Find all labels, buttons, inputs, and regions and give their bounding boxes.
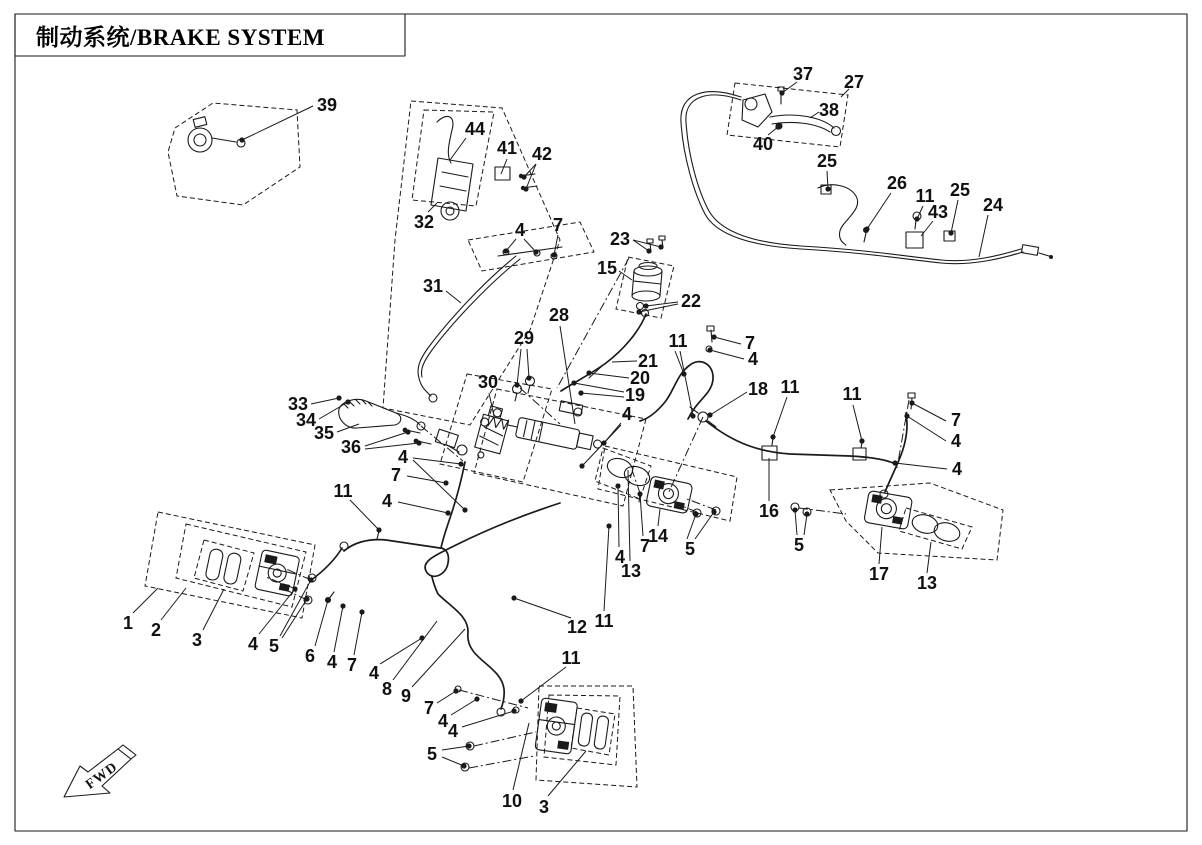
- page-title: 制动系统/BRAKE SYSTEM: [36, 25, 326, 50]
- part-number-label: 12: [566, 617, 588, 637]
- leader-line: [428, 203, 437, 212]
- part-number-label: 4: [437, 711, 449, 731]
- fastener-dot: [636, 309, 641, 314]
- page-border: [15, 14, 1187, 831]
- part-number-label: 7: [639, 536, 651, 556]
- part-number-label: 7: [552, 215, 564, 235]
- bottom-caliper-group: [455, 686, 637, 787]
- leader-line: [680, 351, 693, 416]
- fastener-dot: [511, 708, 516, 713]
- fwd-label: FWD: [83, 759, 121, 793]
- part-number-label: 37: [792, 64, 814, 84]
- part-number-label: 10: [501, 791, 523, 811]
- fastener-dot: [445, 510, 450, 515]
- fastener-dot: [615, 483, 620, 488]
- fastener-dot: [304, 596, 309, 601]
- fastener-dot: [416, 440, 421, 445]
- leader-line: [527, 349, 529, 378]
- leader-line: [912, 403, 946, 421]
- handlebar-clamp-39: [168, 103, 300, 205]
- part-number-label: 4: [381, 491, 393, 511]
- fastener-dot: [458, 461, 463, 466]
- part-number-label: 30: [477, 372, 499, 392]
- fastener-dot: [804, 511, 809, 516]
- part-number-label: 11: [780, 377, 800, 397]
- part-number-label: 5: [268, 636, 280, 656]
- leader-line: [895, 463, 947, 469]
- part-number-label: 8: [381, 679, 393, 699]
- part-number-label: 11: [561, 648, 581, 668]
- leader-line: [203, 589, 224, 630]
- right-caliper-group: [791, 483, 1003, 560]
- leader-line: [589, 373, 629, 378]
- leader-line: [710, 350, 744, 359]
- leader-line: [979, 215, 988, 257]
- fastener-dot: [948, 230, 953, 235]
- fastener-dot: [579, 463, 584, 468]
- leader-line: [462, 711, 514, 727]
- part-number-label: 41: [496, 138, 518, 158]
- part-number-label: 1: [122, 613, 134, 633]
- fastener-dot: [461, 763, 466, 768]
- leader-line: [398, 502, 448, 513]
- part-number-label: 39: [316, 95, 338, 115]
- fastener-dot: [637, 491, 642, 496]
- part-number-label: 5: [793, 535, 805, 555]
- part-number-label: 4: [368, 663, 380, 683]
- part-number-label: 4: [397, 447, 409, 467]
- part-number-label: 14: [647, 526, 669, 546]
- leader-line: [407, 476, 446, 483]
- leader-line: [804, 514, 807, 535]
- fastener-dot: [707, 347, 712, 352]
- fastener-dot: [518, 698, 523, 703]
- part-number-label: 7: [346, 655, 358, 675]
- fastener-dot: [551, 252, 556, 257]
- part-number-label: 43: [927, 202, 949, 222]
- part-number-label: 21: [637, 351, 659, 371]
- part-number-label: 4: [247, 634, 259, 654]
- leader-line: [450, 138, 466, 160]
- part-number-label: 25: [816, 151, 838, 171]
- fastener-dot: [586, 370, 591, 375]
- fastener-dot: [646, 248, 651, 253]
- fastener-dot: [864, 226, 869, 231]
- leader-line: [695, 512, 714, 539]
- leader-line: [365, 443, 419, 449]
- part-number-label: 44: [464, 119, 486, 139]
- leader-line: [451, 699, 477, 715]
- leader-line: [773, 397, 787, 437]
- fastener-dot: [325, 597, 330, 602]
- leader-line: [921, 221, 933, 236]
- part-number-label: 25: [949, 180, 971, 200]
- leader-line: [853, 405, 862, 441]
- fastener-dot: [345, 399, 350, 404]
- part-number-label: 35: [313, 423, 335, 443]
- part-number-label: 7: [744, 333, 756, 353]
- leader-line: [315, 600, 328, 646]
- part-number-label: 18: [747, 379, 769, 399]
- part-number-label: 7: [950, 410, 962, 430]
- leader-line: [867, 193, 891, 229]
- fastener-dot: [658, 244, 663, 249]
- fastener-dot: [292, 586, 297, 591]
- fastener-dot: [376, 527, 381, 532]
- part-number-label: 31: [422, 276, 444, 296]
- fastener-dot: [792, 507, 797, 512]
- leader-line: [710, 392, 747, 415]
- leader-line: [242, 106, 313, 140]
- part-number-label: 9: [400, 686, 412, 706]
- leader-line: [161, 588, 186, 620]
- part-number-label: 23: [609, 229, 631, 249]
- part-number-label: 5: [426, 744, 438, 764]
- part-number-label: 4: [514, 220, 526, 240]
- fastener-dot: [859, 438, 864, 443]
- fastener-dot: [511, 595, 516, 600]
- leader-line: [619, 271, 632, 280]
- fastener-dot: [914, 216, 919, 221]
- part-number-label: 22: [680, 291, 702, 311]
- leader-line: [879, 527, 882, 564]
- fastener-dot: [904, 413, 909, 418]
- part-number-label: 28: [548, 305, 570, 325]
- part-number-label: 11: [594, 611, 614, 631]
- part-number-label: 11: [842, 384, 862, 404]
- part-number-label: 33: [287, 394, 309, 414]
- callouts-layer: [123, 64, 1003, 817]
- fastener-dot: [779, 90, 784, 95]
- part-number-label: 7: [390, 465, 402, 485]
- leader-line: [582, 425, 621, 466]
- fastener-dot: [503, 248, 508, 253]
- part-number-label: 11: [915, 186, 935, 206]
- part-number-label: 4: [326, 652, 338, 672]
- leader-line: [442, 757, 464, 766]
- part-number-label: 16: [758, 501, 780, 521]
- fastener-dot: [526, 375, 531, 380]
- fastener-dot: [578, 390, 583, 395]
- leader-line: [354, 612, 362, 655]
- part-number-label: 36: [340, 437, 362, 457]
- part-number-label: 3: [191, 630, 203, 650]
- leader-line: [446, 291, 461, 303]
- fastener-dot: [693, 511, 698, 516]
- leader-line: [687, 514, 696, 539]
- fastener-dot: [711, 334, 716, 339]
- leader-line: [437, 691, 456, 703]
- leader-line: [259, 589, 295, 634]
- part-number-label: 4: [950, 431, 962, 451]
- leader-line: [810, 112, 819, 118]
- fastener-dot: [453, 688, 458, 693]
- leader-line: [827, 171, 828, 189]
- fastener-dot: [514, 382, 519, 387]
- leader-line: [442, 746, 469, 750]
- part-number-label: 40: [752, 134, 774, 154]
- leader-line: [350, 500, 379, 530]
- leader-line: [618, 486, 619, 547]
- leader-line: [907, 416, 946, 441]
- part-number-label: 5: [684, 539, 696, 559]
- leader-line: [524, 239, 536, 252]
- part-number-label: 42: [531, 144, 553, 164]
- part-number-label: 26: [886, 173, 908, 193]
- fastener-dot: [770, 434, 775, 439]
- part-number-label: 11: [668, 331, 688, 351]
- leader-line: [393, 621, 437, 680]
- part-number-label: 7: [423, 698, 435, 718]
- part-number-label: 24: [982, 195, 1004, 215]
- part-number-label: 27: [843, 72, 865, 92]
- leader-line: [514, 598, 571, 618]
- part-number-label: 4: [951, 459, 963, 479]
- leader-line: [334, 606, 343, 652]
- fastener-dot: [466, 743, 471, 748]
- fastener-dot: [523, 186, 528, 191]
- fastener-dot: [443, 480, 448, 485]
- part-number-label: 13: [916, 573, 938, 593]
- part-number-label: 38: [818, 100, 840, 120]
- leader-line: [380, 638, 422, 664]
- part-number-label: 2: [150, 620, 162, 640]
- leader-line: [365, 432, 408, 446]
- fastener-dot: [571, 380, 576, 385]
- fastener-dot: [711, 509, 716, 514]
- leader-line: [311, 398, 339, 404]
- fastener-dot: [533, 249, 538, 254]
- part-number-label: 19: [624, 385, 646, 405]
- fastener-dot: [707, 412, 712, 417]
- part-number-label: 17: [868, 564, 890, 584]
- leader-line: [581, 393, 624, 397]
- fastener-dot: [336, 395, 341, 400]
- part-number-label: 4: [747, 349, 759, 369]
- rear-master-cylinder-group: [474, 389, 646, 506]
- fastener-dot: [690, 413, 695, 418]
- leader-line: [526, 164, 536, 189]
- center-caliper-group: [595, 446, 737, 521]
- part-number-label: 13: [620, 561, 642, 581]
- leader-line: [927, 542, 931, 573]
- leader-line: [612, 361, 637, 362]
- fwd-arrow: [64, 745, 136, 797]
- part-number-label: 11: [333, 481, 353, 501]
- leader-line: [604, 526, 609, 611]
- part-number-label: 4: [621, 404, 633, 424]
- fastener-dot: [909, 400, 914, 405]
- leader-line: [560, 326, 575, 424]
- fastener-dot: [308, 577, 313, 582]
- part-number-label: 6: [304, 646, 316, 666]
- leader-line: [133, 588, 158, 613]
- rear-brake-line-group: [637, 326, 915, 498]
- leader-line: [658, 509, 660, 526]
- leader-line: [795, 510, 797, 535]
- fastener-dot: [462, 507, 467, 512]
- fastener-dot: [239, 137, 244, 142]
- leader-line: [951, 200, 958, 233]
- part-number-label: 4: [447, 721, 459, 741]
- fastener-dot: [405, 429, 410, 434]
- fastener-dot: [474, 696, 479, 701]
- fastener-dot: [606, 523, 611, 528]
- part-number-label: 3: [538, 797, 550, 817]
- part-number-label: 32: [413, 212, 435, 232]
- fastener-dot: [340, 603, 345, 608]
- part-number-label: 4: [614, 547, 626, 567]
- part-number-label: 29: [513, 328, 535, 348]
- part-number-label: 15: [596, 258, 618, 278]
- part-number-label: 34: [295, 410, 317, 430]
- leader-line: [413, 458, 461, 464]
- leader-line: [319, 402, 348, 419]
- leader-line: [517, 349, 521, 385]
- fastener-dot: [521, 174, 526, 179]
- leader-line: [282, 599, 307, 638]
- leader-line: [640, 494, 643, 536]
- fastener-dot: [359, 609, 364, 614]
- leader-line: [513, 723, 529, 790]
- part-number-label: 20: [629, 368, 651, 388]
- fastener-dot: [643, 303, 648, 308]
- fastener-dot: [775, 124, 780, 129]
- leader-line: [521, 667, 566, 701]
- leader-line: [714, 337, 741, 344]
- fastener-dot: [825, 186, 830, 191]
- fastener-dot: [892, 460, 897, 465]
- parking-brake-cable-24: [681, 92, 1053, 264]
